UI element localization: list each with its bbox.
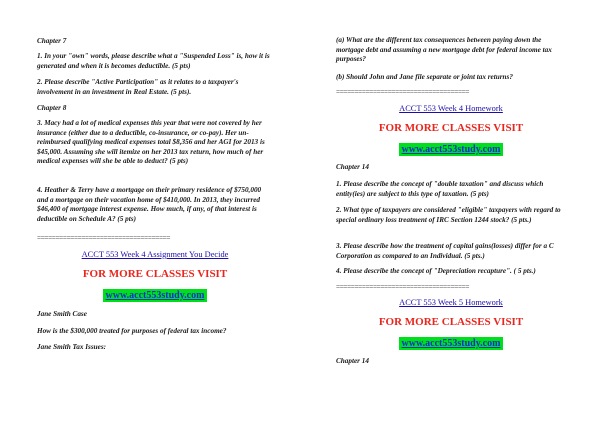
question-3-capital-gains: 3. Please describe how the treatment of capital gains(losses) differ for a C Corporation as compared to an Individual. (5 pts.): [336, 242, 554, 260]
site-url-link[interactable]: www.acct553study.com: [399, 143, 504, 156]
promo-banner: FOR MORE CLASSES VISIT: [378, 316, 524, 328]
week-4-homework-link[interactable]: ACCT 553 Week 4 Homework: [399, 104, 503, 113]
assignment-title-link[interactable]: ACCT 553 Week 4 Assignment You Decide: [81, 250, 229, 259]
chapter-7-heading: Chapter 7: [37, 37, 67, 45]
question-2-active-participation: 2. Please describe "Active Participation" as it relates to a taxpayer's involvement in an investment in Real Estate. (5 pts).: [37, 78, 239, 96]
case-question: How is the $300,000 treated for purposes of federal tax income?: [37, 327, 227, 335]
section-divider: ====================================: [336, 283, 470, 291]
week-5-homework-link[interactable]: ACCT 553 Week 5 Homework: [399, 298, 503, 307]
site-url-wrap: [336, 337, 566, 350]
question-3-medical-expenses: 3. Macy had a lot of medical expenses this year that were not covered by her insurance (either due to a deductible, co-insurance, or co-pay). Her un-reimbursed qualifying medical expenses total $8,356 and her AGI for 2013 is $45,000. Assuming she will itemize on her 2013 tax return, how much of her medical expenses will she be able to deduct? (5 pts): [37, 119, 265, 166]
site-url-wrap: [37, 289, 273, 302]
week-5-homework-link-wrap: [336, 298, 566, 309]
promo-banner: FOR MORE CLASSES VISIT: [82, 268, 228, 280]
chapter-14-heading: Chapter 14: [336, 357, 369, 365]
week-4-homework-link-wrap: [336, 104, 566, 115]
question-4-mortgage-interest: 4. Heather & Terry have a mortgage on their primary residence of $750,000 and a mortgage on their vacation home of $410,000. In 2013, they incurred $46,400 of mortgage interest expense. How much, if any, of that interest is deductible on Schedule A? (5 pts): [37, 186, 262, 223]
site-url-link[interactable]: www.acct553study.com: [103, 289, 208, 302]
promo-banner: FOR MORE CLASSES VISIT: [378, 122, 524, 134]
site-url-wrap: [336, 143, 566, 156]
question-4-depreciation-recapture: 4. Please describe the concept of "Depreciation recapture". ( 5 pts.): [336, 267, 536, 275]
tax-issues-heading: Jane Smith Tax Issues:: [37, 343, 107, 351]
question-1-suspended-loss: 1. In your "own" words, please describe what a "Suspended Loss" is, how it is generated and when it is becomes deductible. (5 pts): [37, 52, 270, 70]
question-b-filing-status: (b) Should John and Jane file separate or joint tax returns?: [336, 73, 513, 81]
chapter-8-heading: Chapter 8: [37, 104, 67, 112]
case-heading: Jane Smith Case: [37, 310, 87, 318]
section-divider: ====================================: [336, 88, 470, 96]
question-1-double-taxation: 1. Please describe the concept of "double taxation" and discuss which entity(ies) are subject to this type of taxation. (5 pts): [336, 180, 544, 198]
chapter-14-heading: Chapter 14: [336, 163, 369, 171]
assignment-title-link-wrap: [37, 250, 273, 261]
question-a-mortgage-debt: (a) What are the different tax consequences between paying down the mortgage debt and assuming a new mortgage debt for federal income tax purposes?: [336, 36, 552, 64]
question-2-eligible-taxpayers: 2. What type of taxpayers are considered "eligible" taxpayers with regard to special ordinary loss treatment of IRC Section 1244 stock? (5 pts.): [336, 206, 561, 224]
site-url-link[interactable]: www.acct553study.com: [399, 337, 504, 350]
section-divider: ====================================: [37, 234, 171, 242]
